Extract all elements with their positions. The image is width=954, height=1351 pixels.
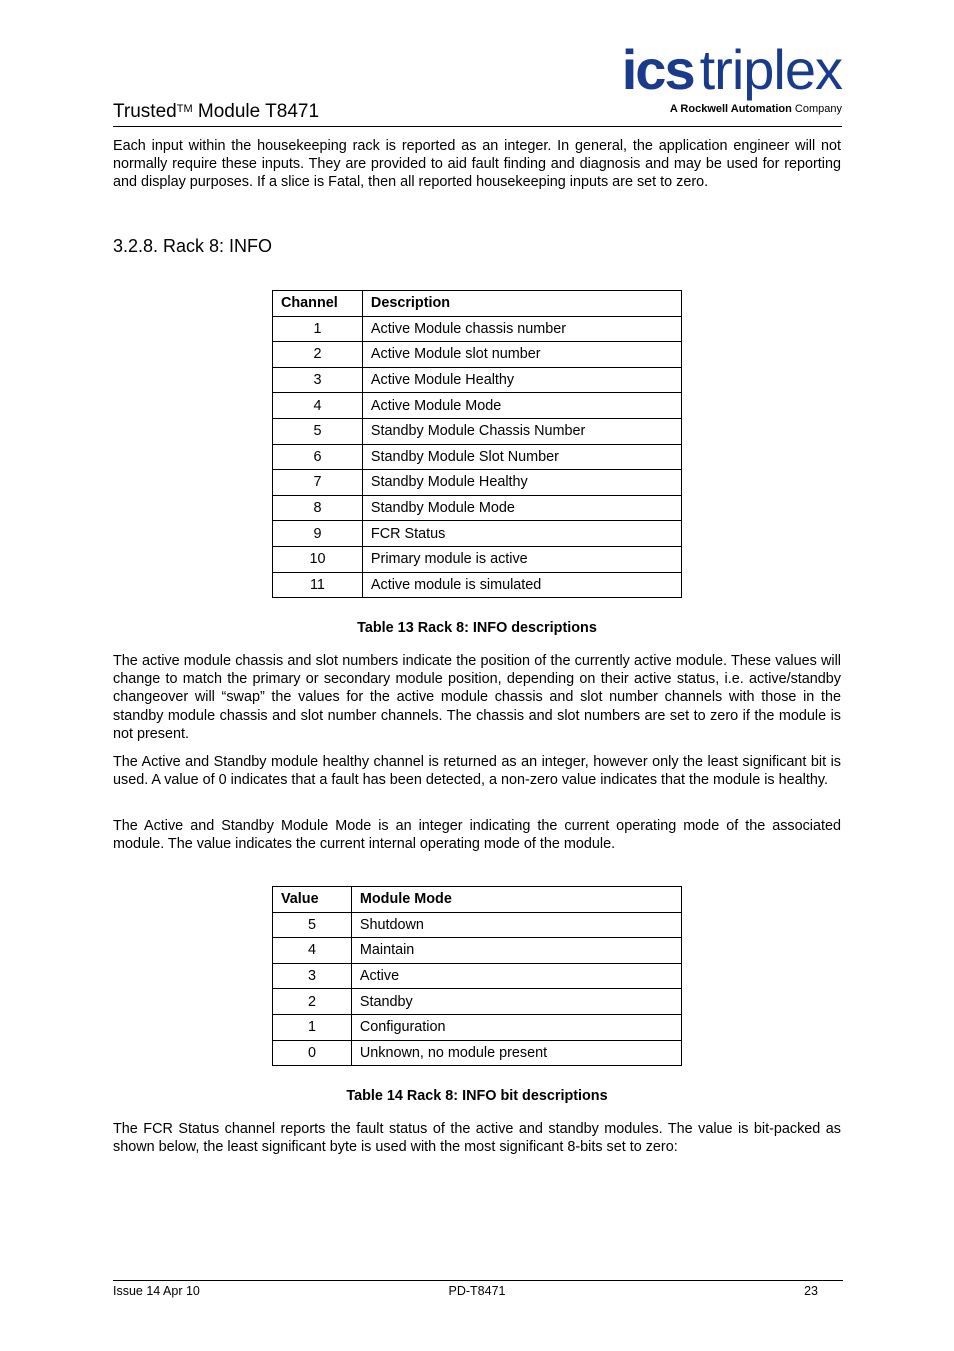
value-cell: 2 (273, 989, 352, 1015)
document-title: Trusted™ Module T8471 (113, 101, 320, 122)
trademark-superscript: TM (176, 103, 193, 115)
table-row (273, 546, 682, 572)
channel-cell: 2 (273, 342, 363, 368)
description-cell: FCR Status (362, 521, 681, 547)
table-14-caption: Table 14 Rack 8: INFO bit descriptions (346, 1088, 608, 1104)
table-row (273, 1014, 682, 1040)
description-cell: Standby Module Healthy (362, 470, 681, 496)
table-row (273, 393, 682, 419)
column-header-channel: Channel (273, 291, 363, 317)
table-row (273, 938, 682, 964)
table-row (273, 316, 682, 342)
mode-cell: Configuration (351, 1014, 681, 1040)
table-row (273, 342, 682, 368)
description-cell: Active Module slot number (362, 342, 681, 368)
value-cell: 5 (273, 912, 352, 938)
column-header-module-mode: Module Mode (351, 887, 681, 913)
paragraph-healthy-channel: The Active and Standby module healthy channel is returned as an integer, however only the least significant bit is used. A value of 0 indicates that a fault has been detected, a non-zero value indicates that the module is healthy. (113, 754, 841, 789)
channel-cell: 8 (273, 495, 363, 521)
description-cell: Active Module Mode (362, 393, 681, 419)
footer-doc-id: PD-T8471 (448, 1284, 506, 1298)
table-row (273, 444, 682, 470)
footer-issue: Issue 14 Apr 10 (113, 1284, 200, 1298)
description-cell: Active Module chassis number (362, 316, 681, 342)
intro-paragraph: Each input within the housekeeping rack is reported as an integer. In general, the application engineer will not normally require these inputs. They are provided to aid fault finding and diagnosis and may be used for reporting and display purposes. If a slice is Fatal, then all reported housekeeping inputs are set to zero. (113, 138, 841, 191)
value-cell: 0 (273, 1040, 352, 1066)
section-heading: 3.2.8. Rack 8: INFO (113, 236, 273, 256)
table-row (273, 989, 682, 1015)
description-cell: Standby Module Chassis Number (362, 418, 681, 444)
value-cell: 3 (273, 963, 352, 989)
mode-cell: Maintain (351, 938, 681, 964)
channel-cell: 7 (273, 470, 363, 496)
ics-triplex-logo: ics triplex (621, 38, 842, 101)
table-row (273, 367, 682, 393)
mode-cell: Standby (351, 989, 681, 1015)
mode-cell: Active (351, 963, 681, 989)
channel-cell: 4 (273, 393, 363, 419)
mode-cell: Shutdown (351, 912, 681, 938)
channel-cell: 1 (273, 316, 363, 342)
description-cell: Standby Module Mode (362, 495, 681, 521)
column-header-value: Value (273, 887, 352, 913)
table-header-row (273, 887, 682, 913)
table-13-caption: Table 13 Rack 8: INFO descriptions (357, 620, 597, 636)
mode-cell: Unknown, no module present (351, 1040, 681, 1066)
value-cell: 1 (273, 1014, 352, 1040)
table-row (273, 495, 682, 521)
table-row (273, 963, 682, 989)
table-row (273, 470, 682, 496)
paragraph-module-mode: The Active and Standby Module Mode is an integer indicating the current operating mode of the associated module. The value indicates the current internal operating mode of the module. (113, 818, 841, 853)
table-13-info-descriptions (272, 290, 682, 598)
description-cell: Active module is simulated (362, 572, 681, 598)
channel-cell: 9 (273, 521, 363, 547)
table-row (273, 572, 682, 598)
channel-cell: 3 (273, 367, 363, 393)
paragraph-fcr-status: The FCR Status channel reports the fault status of the active and standby modules. The value is bit-packed as shown below, the least significant byte is used with the most significant 8-bits set to zero: (113, 1121, 841, 1156)
paragraph-chassis-slot: The active module chassis and slot numbers indicate the position of the currently active module. These values will change to match the primary or secondary module position, depending on their active status, i.e. active/standby changeover will “swap” the values for the active module chassis and slot number channels with those in the standby module chassis and slot number channels. The chassis and slot numbers are set to zero if the module is not present. (113, 653, 841, 742)
table-header-row (273, 291, 682, 317)
channel-cell: 11 (273, 572, 363, 598)
description-cell: Standby Module Slot Number (362, 444, 681, 470)
table-row (273, 1040, 682, 1066)
logo-tagline: A Rockwell Automation Company (669, 103, 842, 115)
table-row (273, 418, 682, 444)
table-row (273, 912, 682, 938)
table-row (273, 521, 682, 547)
channel-cell: 10 (273, 546, 363, 572)
table-14-module-mode (272, 886, 682, 1066)
column-header-description: Description (362, 291, 681, 317)
description-cell: Primary module is active (362, 546, 681, 572)
footer-page-number: 23 (804, 1284, 818, 1298)
footer-divider (113, 1280, 843, 1281)
description-cell: Active Module Healthy (362, 367, 681, 393)
value-cell: 4 (273, 938, 352, 964)
channel-cell: 5 (273, 418, 363, 444)
header-divider (113, 126, 842, 127)
channel-cell: 6 (273, 444, 363, 470)
